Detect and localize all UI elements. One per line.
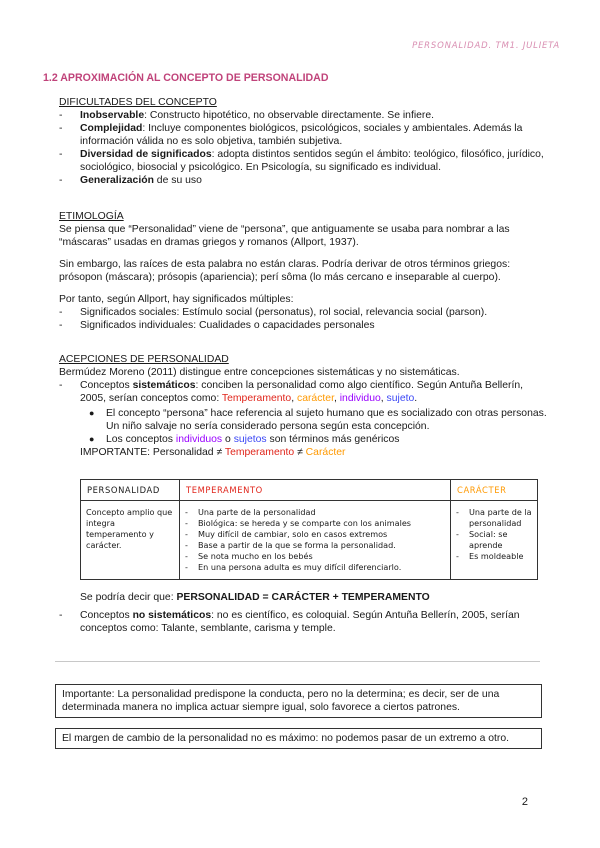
conclusion-section [59,591,549,635]
note-box: El margen de cambio de la personalidad no es máximo: no podemos pasar de un extremo a otro. [55,728,542,749]
table-header: CARÁCTER [451,480,538,501]
comparison-table [80,479,538,580]
list-item: - Significados sociales: Estímulo social (personatus), rol social, relevancia social (parson). [59,306,549,319]
importante-line: IMPORTANTE: Personalidad ≠ Temperamento ≠ Carácter [80,447,346,458]
table-cell [180,501,451,580]
list-item: - Una parte de la personalidad [185,507,445,518]
dificultades-heading: DIFICULTADES DEL CONCEPTO [59,97,217,108]
table-cell: Concepto amplio que integra temperamento y carácter. [81,501,180,580]
table-cell [451,501,538,580]
paragraph: Bermúdez Moreno (2011) distingue entre concepciones sistemáticas y no sistemáticas. [59,367,460,378]
dificultades-section [59,96,549,187]
list-item: - Base a partir de la que se forma la personalidad. [185,540,445,551]
page-number: 2 [521,796,528,808]
note-box: Importante: La personalidad predispone la conducta, pero no la determina; es decir, ser de una determinada manera no implica actuar siempre igual, solo favorece a ciertos patrones. [55,684,542,718]
list-item: - Conceptos no sistemáticos: no es científico, es coloquial. Según Antuña Bellerín, 2005, serían conceptos como: Talante, semblante, carisma y temple. [59,609,549,635]
list-item: - Una parte de la personalidad [456,507,532,529]
list-item: - Muy difícil de cambiar, solo en casos extremos [185,529,445,540]
etimologia-section [59,210,549,332]
list-item: - Complejidad: Incluye componentes biológicos, psicológicos, sociales y ambientales. Además la información válida no es solo objetiva, también subjetiva. [59,122,549,148]
table-header: TEMPERAMENTO [180,480,451,501]
acepciones-heading: ACEPCIONES DE PERSONALIDAD [59,354,229,365]
paragraph: Por tanto, según Allport, hay significados múltiples: [59,294,294,305]
section-title: 1.2 APROXIMACIÓN AL CONCEPTO DE PERSONALIDAD [43,72,329,84]
list-item: - Diversidad de significados: adopta distintos sentidos según el ámbito: teológico, filosófico, jurídico, sociológico, biosocial y psicológico. En Psicología, su significado es individual. [59,148,549,174]
list-item: - Se nota mucho en los bebés [185,551,445,562]
table-header: PERSONALIDAD [81,480,180,501]
list-item: - Significados individuales: Cualidades o capacidades personales [59,319,549,332]
divider [55,661,540,662]
paragraph: Se piensa que “Personalidad” viene de “persona”, que antiguamente se usaba para nombrar a las “máscaras” usadas en dramas griegos y romanos (Allport, 1937). [59,224,510,248]
etimologia-heading: ETIMOLOGÍA [59,211,124,222]
list-item: - Social: se aprende [456,529,532,551]
bullet-item: ● Los conceptos individuos o sujetos son términos más genéricos [80,433,549,446]
bullet-item: ● El concepto “persona” hace referencia al sujeto humano que es socializado con otras personas. Un niño salvaje no sería considerado persona según esta concepción. [80,407,549,433]
list-item: - Inobservable: Constructo hipotético, no observable directamente. Se infiere. [59,109,549,122]
list-item: - Biológica: se hereda y se comparte con los animales [185,518,445,529]
list-item: - Es moldeable [456,551,532,562]
running-header: PERSONALIDAD. TM1. JULIETA [412,41,560,51]
formula-line: Se podría decir que: PERSONALIDAD = CARÁCTER + TEMPERAMENTO [80,592,430,603]
paragraph: Sin embargo, las raíces de esta palabra no están claras. Podría derivar de otros términos griegos: prósopon (máscara); prósopis (apariencia); perí sôma (lo más cercano e inseparable al cuerpo). [59,259,511,283]
list-item: - En una persona adulta es muy difícil diferenciarlo. [185,562,445,573]
acepciones-section [59,353,549,459]
list-item: - Conceptos sistemáticos: conciben la personalidad como algo científico. Según Antuña Bellerín, 2005, serían conceptos como: Temperamento, carácter, individuo, sujeto. ● El concepto “persona” hace referencia al sujeto humano que es socializado con otras personas. Un niño salvaje no sería considerado persona según esta concepción. ● Los conceptos individuos o sujetos son términos más genéricos [59,379,549,446]
list-item: - Generalización de su uso [59,174,549,187]
